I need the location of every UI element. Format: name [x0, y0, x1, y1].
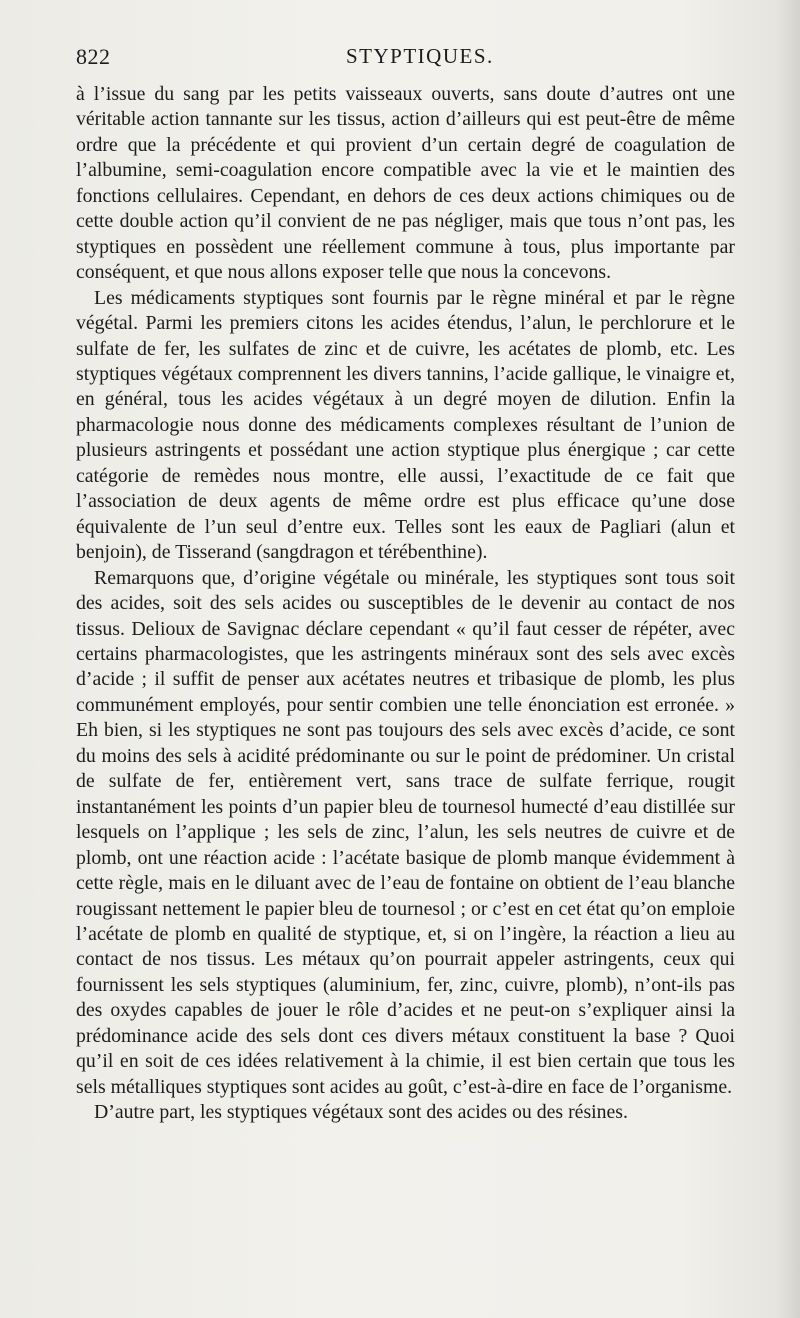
paragraph-vegetal-styptics: D’autre part, les styptiques végétaux sont des acides ou des résines.	[94, 1101, 628, 1124]
page-header	[76, 44, 735, 72]
paragraph-acidity: Remarquons que, d’origine végétale ou minérale, les styptiques sont tous soit des acides, soit des sels acides ou susceptibles de le devenir au contact de nos tissus. Delioux de Savignac déclare cependant « qu’il faut cesser de répéter, avec certains pharmacologistes, que les astringents minéraux sont des sels avec excès d’acide ; il suffit de penser aux acétates neutres et tribasique de plomb, les plus communément employés, pour sentir combien une telle énonciation est erronée. » Eh bien, si les styptiques ne sont pas toujours des sels avec excès d’acide, ce sont du moins des sels à acidité prédominante ou sur le point de prédominer. Un cristal de sulfate de fer, entièrement vert, sans trace de sulfate ferrique, rougit instantanément les points d’un papier bleu de tournesol humecté d’eau distillée sur lesquels on l’applique ; les sels de zinc, l’alun, les sels neutres de cuivre et de plomb, ont une réaction acide : l’acétate basique de plomb manque évidemment à cette règle, mais en le diluant avec de l’eau de fontaine on obtient de l’eau blanche rougissant nettement le papier bleu de tournesol ; or c’est en cet état qu’on emploie l’acétate de plomb en qualité de styptique, et, si on l’ingère, la réaction a lieu au contact de nos tissus. Les métaux qu’on pourrait appeler astringents, ceux qui fournissent les sels styptiques (aluminium, fer, zinc, cuivre, plomb), n’ont-ils pas des oxydes capables de jouer le rôle d’acides et ne peut-on s’expliquer ainsi la prédominance acide des sels dont ces divers métaux constituent la base ? Quoi qu’il en soit de ces idées relativement à la chimie, il est bien certain que tous les sels métalliques styptiques sont acides au goût, c’est-à-dire en face de l’organisme.	[76, 566, 735, 1098]
page-number: 822	[76, 44, 111, 69]
page-edge-shadow	[776, 0, 800, 1318]
body-text	[76, 82, 735, 1126]
running-title: STYPTIQUES.	[346, 44, 494, 68]
paragraph-continuation: à l’issue du sang par les petits vaisseaux ouverts, sans doute d’autres ont une véritable action tannante sur les tissus, action d’ailleurs qui est peut-être de même ordre que la précédente et qui provient d’un certain degré de coagulation de l’albumine, semi-coagulation encore compatible avec la vie et le maintien des fonctions cellulaires. Cependant, en dehors de ces deux actions chimiques ou de cette double action qu’il convient de ne pas négliger, mais que tous n’ont pas, les styptiques en possèdent une réellement commune à tous, plus importante par conséquent, et que nous allons exposer telle que nous la concevons.	[76, 83, 735, 284]
paragraph-styptic-sources: Les médicaments styptiques sont fournis par le règne minéral et par le règne végétal. Parmi les premiers citons les acides étendus, l’alun, le perchlorure et le sulfate de fer, les sulfates de zinc et de cuivre, les acétates de plomb, etc. Les styptiques végétaux comprennent les divers tannins, l’acide gallique, le vinaigre et, en général, tous les acides végétaux à un degré moyen de dilution. Enfin la pharmacologie nous donne des médicaments complexes résultant de l’union de plusieurs astringents et possédant une action styptique plus énergique ; car cette catégorie de remèdes nous montre, elle aussi, l’exactitude de ce fait que l’association de deux agents de même ordre est plus efficace qu’une dose équivalente de l’un seul d’entre eux. Telles sont les eaux de Pagliari (alun et benjoin), de Tisserand (sangdragon et térébenthine).	[76, 286, 735, 564]
